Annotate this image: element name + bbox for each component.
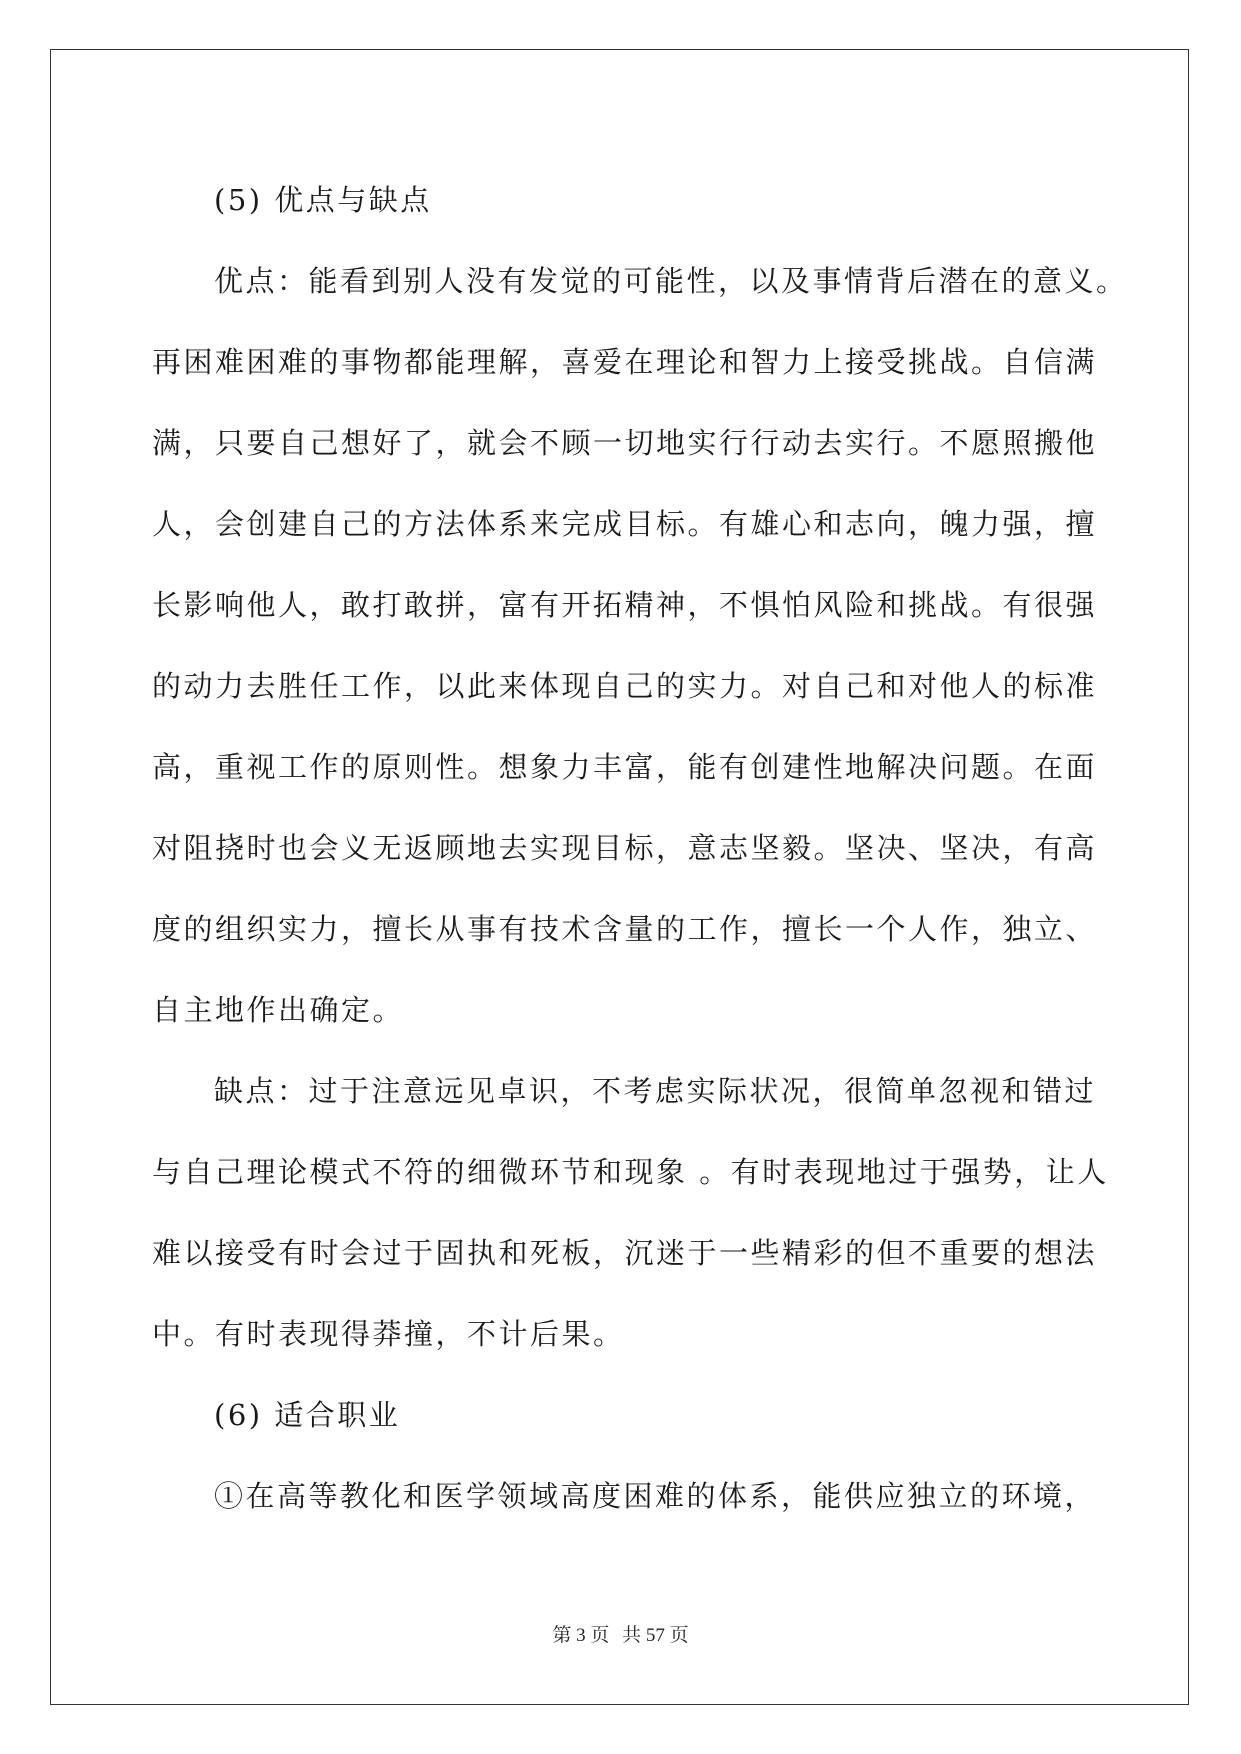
disadvantages-paragraph-line: 难以接受有时会过于固执和死板，沉迷于一些精彩的但不重要的想法 (152, 1236, 1098, 1270)
document-body (152, 160, 1128, 1537)
advantages-paragraph-line: 优点：能看到别人没有发觉的可能性，以及事情背后潜在的意义。 (214, 264, 1128, 298)
disadvantages-paragraph-line: 中。有时表现得莽撞，不计后果。 (152, 1317, 625, 1351)
advantages-paragraph-line: 高，重视工作的原则性。想象力丰富，能有创建性地解决问题。在面 (152, 750, 1098, 784)
advantages-paragraph-line: 人，会创建自己的方法体系来完成目标。有雄心和志向，魄力强，擅 (152, 507, 1098, 541)
page-number: 第 3 页 (552, 1625, 610, 1646)
disadvantages-paragraph-line: 与自己理论模式不符的细微环节和现象 。有时表现地过于强势，让人 (152, 1155, 1109, 1189)
advantages-paragraph-line: 自主地作出确定。 (152, 993, 405, 1027)
advantages-paragraph-line: 满，只要自己想好了，就会不顾一切地实行行动去实行。不愿照搬他 (152, 426, 1098, 460)
section-6-heading: (6) 适合职业 (214, 1398, 401, 1432)
advantages-paragraph-line: 对阻挠时也会义无返顾地去实现目标，意志坚毅。坚决、坚决，有高 (152, 831, 1098, 865)
page-footer (0, 1620, 1241, 1647)
career-item-1: ①在高等教化和医学领域高度困难的体系，能供应独立的环境， (214, 1479, 1097, 1513)
advantages-paragraph-line: 的动力去胜任工作，以此来体现自己的实力。对自己和对他人的标准 (152, 669, 1098, 703)
advantages-paragraph-line: 度的组织实力，擅长从事有技术含量的工作，擅长一个人作，独立、 (152, 912, 1098, 946)
advantages-paragraph-line: 长影响他人，敢打敢拼，富有开拓精神，不惧怕风险和挑战。有很强 (152, 588, 1098, 622)
advantages-paragraph-line: 再困难困难的事物都能理解，喜爱在理论和智力上接受挑战。自信满 (152, 345, 1098, 379)
total-pages: 共 57 页 (622, 1625, 689, 1646)
disadvantages-paragraph-line: 缺点：过于注意远见卓识，不考虑实际状况，很简单忽视和错过 (214, 1074, 1097, 1108)
section-5-heading: (5) 优点与缺点 (214, 183, 432, 217)
